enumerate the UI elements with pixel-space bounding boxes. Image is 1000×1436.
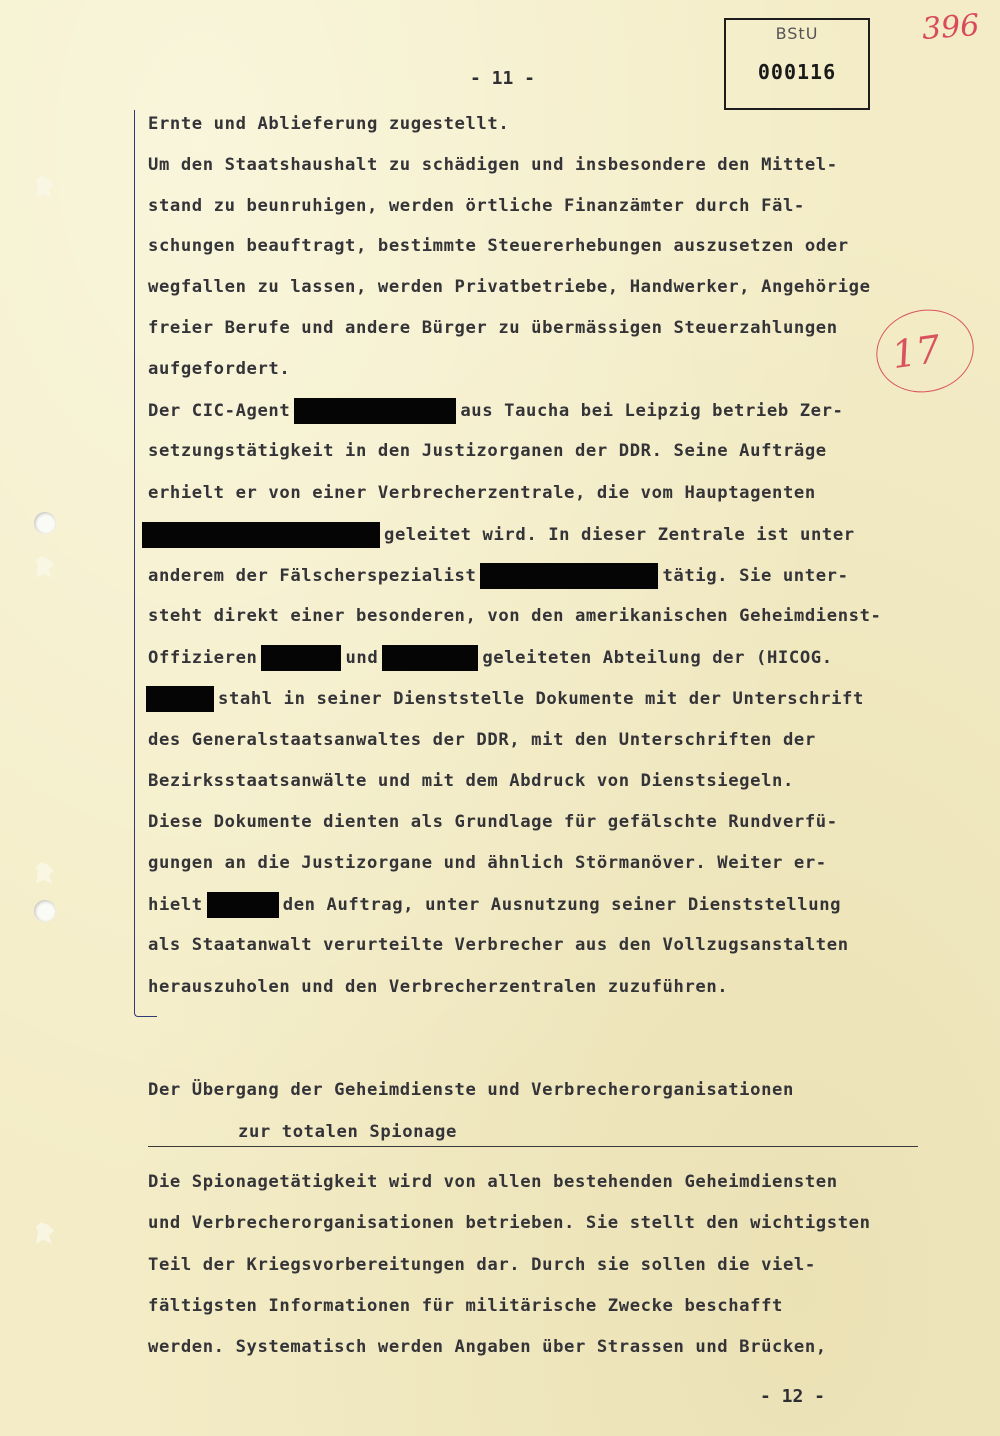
text-line (148, 398, 844, 424)
redaction-bar (146, 686, 214, 712)
text-fragment: Offizieren (148, 648, 258, 668)
text-line (146, 686, 864, 712)
text-fragment: den Auftrag, unter Ausnutzung seiner Dienststellung (282, 895, 842, 915)
redaction-bar (142, 522, 380, 548)
staple-tear-mark (36, 1222, 54, 1244)
text-line: Diese Dokumente dienten als Grundlage für gefälschte Rundverfü- (148, 812, 838, 832)
text-line: Ernte und Ablieferung zugestellt. (148, 114, 510, 134)
circled-margin-number: 17 (889, 326, 944, 378)
punch-hole (34, 512, 56, 534)
redaction-bar (207, 892, 279, 918)
archive-stamp (724, 18, 870, 110)
staple-tear-mark (36, 556, 54, 578)
text-line: freier Berufe und andere Bürger zu übermässigen Steuerzahlungen (148, 318, 838, 338)
punch-hole (34, 900, 56, 922)
text-fragment: geleitet wird. In dieser Zentrale ist unter (384, 525, 855, 545)
text-fragment: anderem der Fälscherspezialist (148, 566, 477, 586)
text-fragment: aus Taucha bei Leipzig betrieb Zer- (460, 401, 844, 421)
text-fragment: und (345, 648, 379, 668)
pencil-page-mark: 396 (920, 8, 981, 47)
text-line: aufgefordert. (148, 359, 291, 379)
text-line: fältigsten Informationen für militärische Zwecke beschafft (148, 1296, 783, 1316)
text-fragment: stahl in seiner Dienststelle Dokumente mit der Unterschrift (218, 689, 864, 709)
text-line: als Staatanwalt verurteilte Verbrecher aus den Vollzugsanstalten (148, 935, 849, 955)
archive-stamp-number: 000116 (757, 60, 837, 84)
text-fragment: geleiteten Abteilung der (HICOG. (482, 648, 833, 668)
text-line: setzungstätigkeit in den Justizorganen der DDR. Seine Aufträge (148, 441, 827, 461)
text-line (148, 645, 833, 671)
section-heading-line: Der Übergang der Geheimdienste und Verbrecherorganisationen (148, 1080, 794, 1100)
text-line (148, 563, 849, 589)
section-heading-line: zur totalen Spionage (238, 1122, 457, 1142)
page-number-top: - 11 - (470, 68, 536, 89)
text-line: und Verbrecherorganisationen betrieben. Sie stellt den wichtigsten (148, 1213, 871, 1233)
redaction-bar (480, 563, 658, 589)
text-fragment: tätig. Sie unter- (662, 566, 849, 586)
page-number-bottom: - 12 - (760, 1386, 826, 1407)
text-line: Um den Staatshaushalt zu schädigen und insbesondere den Mittel- (148, 155, 838, 175)
staple-tear-mark (36, 176, 54, 198)
text-line: steht direkt einer besonderen, von den amerikanischen Geheimdienst- (148, 606, 882, 626)
text-fragment: hielt (148, 895, 203, 915)
text-line: stand zu beunruhigen, werden örtliche Finanzämter durch Fäl- (148, 196, 805, 216)
text-line: werden. Systematisch werden Angaben über Strassen und Brücken, (148, 1337, 827, 1357)
redaction-bar (261, 645, 341, 671)
text-line: erhielt er von einer Verbrecherzentrale, die vom Hauptagenten (148, 483, 816, 503)
text-line: des Generalstaatsanwaltes der DDR, mit den Unterschriften der (148, 730, 816, 750)
heading-underline (148, 1146, 918, 1147)
text-line: wegfallen zu lassen, werden Privatbetriebe, Handwerker, Angehörige (148, 277, 871, 297)
text-line (142, 522, 855, 548)
archive-stamp-agency: BStU (775, 24, 819, 43)
text-line: Teil der Kriegsvorbereitungen dar. Durch sie sollen die viel- (148, 1255, 816, 1275)
text-line: schungen beauftragt, bestimmte Steuererhebungen auszusetzen oder (148, 236, 849, 256)
text-line: Bezirksstaatsanwälte und mit dem Abdruck von Dienstsiegeln. (148, 771, 794, 791)
text-fragment: Der CIC-Agent (148, 401, 291, 421)
staple-tear-mark (36, 862, 54, 884)
text-line (148, 892, 841, 918)
text-line: Die Spionagetätigkeit wird von allen bestehenden Geheimdiensten (148, 1172, 838, 1192)
text-line: herauszuholen und den Verbrecherzentralen zuzuführen. (148, 977, 729, 997)
redaction-bar (294, 398, 456, 424)
redaction-bar (382, 645, 478, 671)
text-line: gungen an die Justizorgane und ähnlich Störmanöver. Weiter er- (148, 853, 827, 873)
